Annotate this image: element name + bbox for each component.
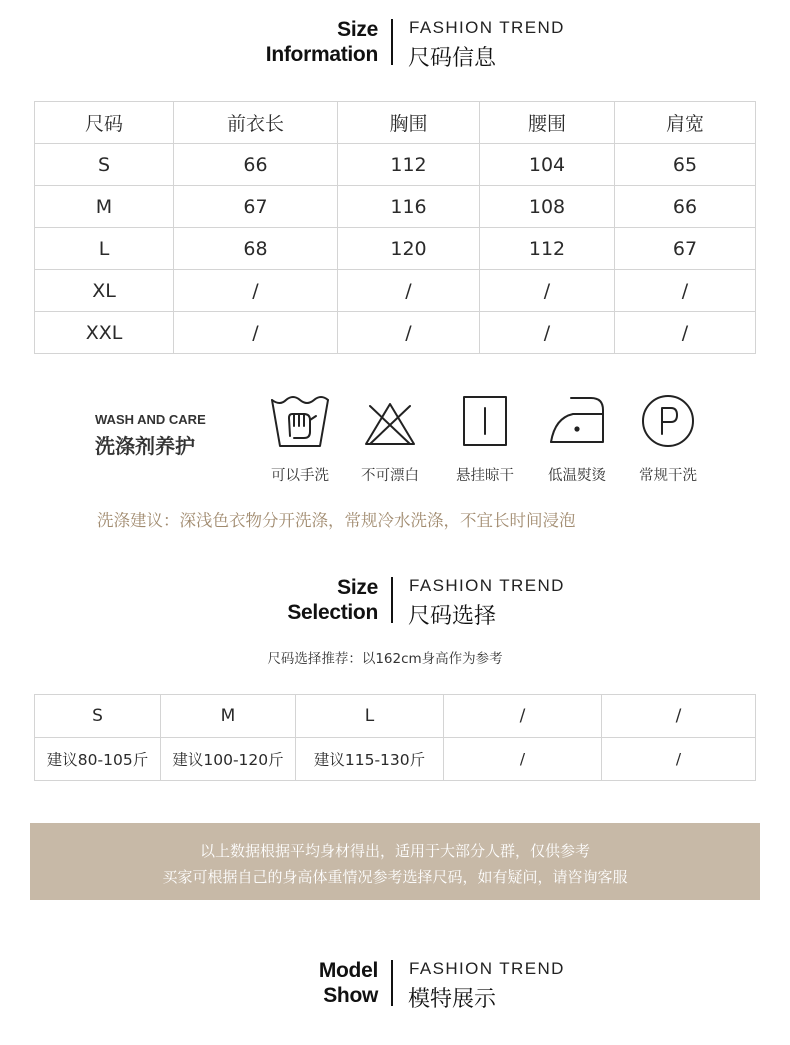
heading-trend: FASHION TREND	[409, 959, 565, 978]
table-cell: /	[338, 270, 480, 312]
table-cell: M	[35, 186, 174, 228]
heading-trend: FASHION TREND	[409, 576, 565, 595]
notice-line: 以上数据根据平均身材得出，适用于大部分人群，仅供参考	[199, 842, 590, 860]
reference-notice	[30, 823, 760, 900]
care-item-no-bleach	[345, 392, 435, 487]
table-row	[35, 738, 756, 781]
care-label: 可以手洗	[271, 468, 329, 484]
care-item-hand-wash	[255, 392, 345, 487]
no-bleach-icon	[360, 392, 420, 450]
size-selection-table	[34, 694, 756, 781]
heading-divider	[391, 577, 393, 623]
table-cell: 116	[338, 186, 480, 228]
table-cell: 112	[480, 228, 615, 270]
care-label: 悬挂晾干	[456, 468, 514, 484]
table-cell: /	[338, 312, 480, 354]
heading-divider	[391, 960, 393, 1006]
table-cell: 65	[615, 144, 756, 186]
care-label: 低温熨烫	[548, 468, 606, 484]
table-cell: /	[602, 738, 756, 781]
table-cell: /	[615, 312, 756, 354]
table-cell: /	[174, 270, 338, 312]
table-cell: 108	[480, 186, 615, 228]
table-cell: 建议100-120斤	[161, 738, 296, 781]
care-title-en: WASH AND CARE	[95, 412, 206, 427]
table-cell: 112	[338, 144, 480, 186]
table-cell: L	[35, 228, 174, 270]
heading-divider	[391, 19, 393, 65]
table-header-row	[35, 102, 756, 144]
table-cell: 66	[174, 144, 338, 186]
size-information-heading	[0, 17, 790, 77]
table-cell: 120	[338, 228, 480, 270]
table-cell: 67	[174, 186, 338, 228]
heading-en: Model Show	[318, 959, 378, 1007]
hand-wash-icon	[270, 392, 330, 450]
table-cell: /	[444, 695, 602, 738]
table-row	[35, 695, 756, 738]
heading-trend: FASHION TREND	[409, 18, 565, 37]
care-item-iron-low	[532, 392, 622, 487]
table-cell: /	[615, 270, 756, 312]
size-selection-heading	[0, 575, 790, 635]
care-item-line-dry	[440, 392, 530, 487]
table-header-cell: 胸围	[338, 102, 480, 144]
table-cell: M	[161, 695, 296, 738]
heading-cn: 尺码信息	[408, 46, 497, 71]
dry-clean-icon	[638, 392, 698, 450]
table-row	[35, 270, 756, 312]
table-header-cell: 尺码	[35, 102, 174, 144]
care-label: 不可漂白	[361, 468, 419, 484]
line-dry-icon	[455, 392, 515, 450]
table-cell: /	[444, 738, 602, 781]
heading-en: Size Information	[265, 18, 378, 66]
table-cell: /	[602, 695, 756, 738]
size-recommendation: 尺码选择推荐：以162cm身高作为参考	[267, 651, 503, 667]
table-cell: XXL	[35, 312, 174, 354]
notice-line: 买家可根据自己的身高体重情况参考选择尺码，如有疑问，请咨询客服	[162, 868, 628, 886]
table-header-cell: 肩宽	[615, 102, 756, 144]
table-cell: /	[480, 270, 615, 312]
model-show-heading	[0, 958, 790, 1018]
table-cell: L	[296, 695, 444, 738]
table-row	[35, 312, 756, 354]
heading-en: Size Selection	[287, 576, 378, 624]
table-row	[35, 186, 756, 228]
care-label: 常规干洗	[639, 468, 697, 484]
table-cell: /	[480, 312, 615, 354]
table-cell: 68	[174, 228, 338, 270]
wash-advice: 洗涤建议：深浅色衣物分开洗涤，常规冷水洗涤，不宜长时间浸泡	[97, 511, 576, 530]
care-title-cn: 洗涤剂养护	[95, 434, 195, 458]
size-table	[34, 101, 756, 354]
care-item-dry-clean	[623, 392, 713, 487]
heading-cn: 模特展示	[408, 987, 497, 1012]
heading-cn: 尺码选择	[408, 604, 497, 629]
table-header-cell: 前衣长	[174, 102, 338, 144]
table-cell: S	[35, 695, 161, 738]
table-cell: 建议80-105斤	[35, 738, 161, 781]
table-cell: S	[35, 144, 174, 186]
table-cell: /	[174, 312, 338, 354]
table-header-cell: 腰围	[480, 102, 615, 144]
table-cell: 67	[615, 228, 756, 270]
table-row	[35, 144, 756, 186]
iron-low-icon	[547, 392, 607, 450]
table-cell: 104	[480, 144, 615, 186]
table-cell: 66	[615, 186, 756, 228]
table-row	[35, 228, 756, 270]
table-cell: 建议115-130斤	[296, 738, 444, 781]
table-cell: XL	[35, 270, 174, 312]
